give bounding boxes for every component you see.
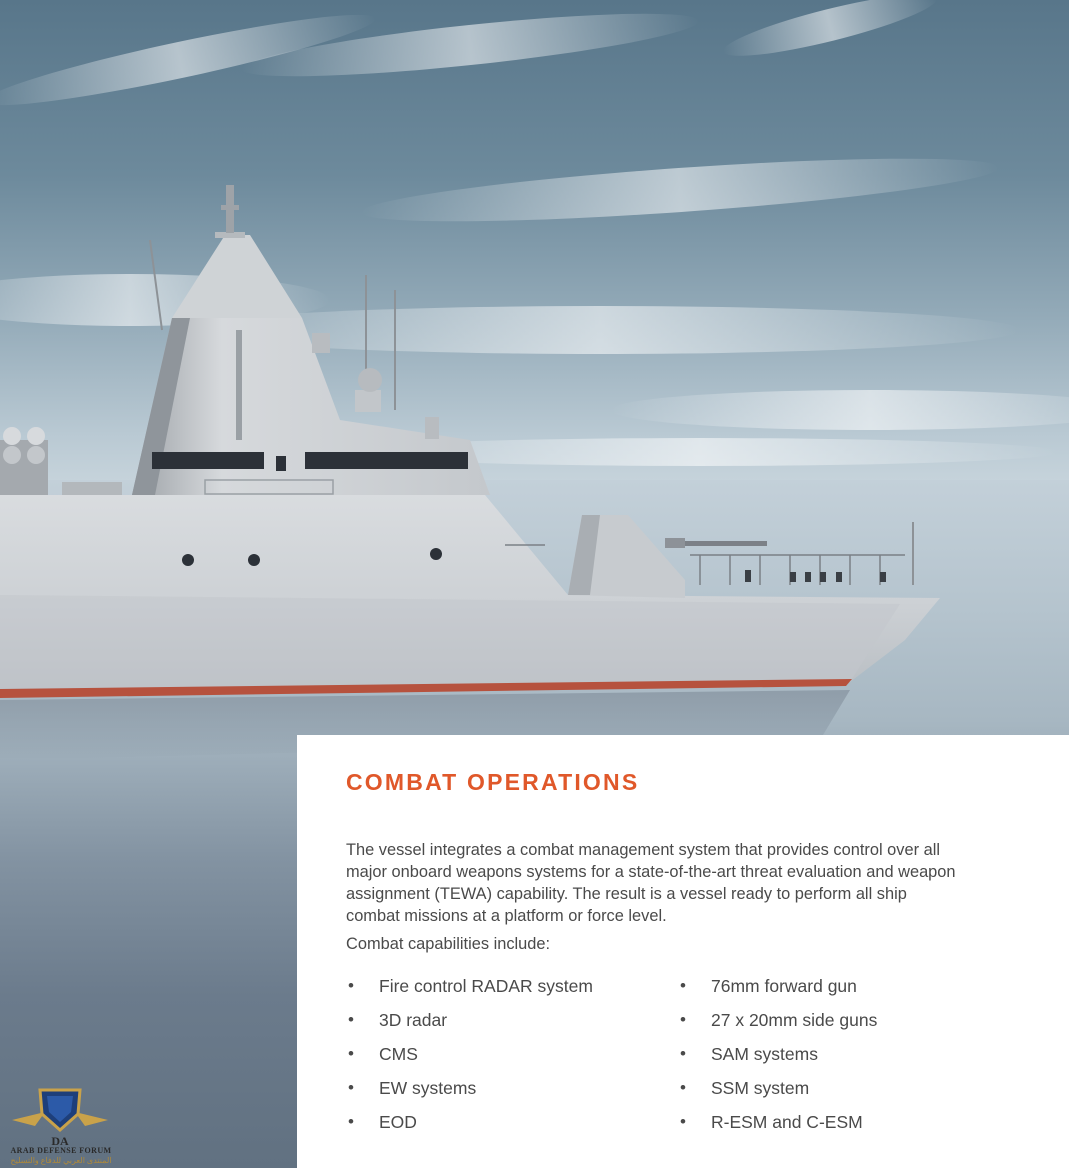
forward-gun xyxy=(568,515,767,598)
porthole xyxy=(248,554,260,566)
logo-monogram: DA xyxy=(51,1134,69,1148)
bridge-windows xyxy=(152,452,264,469)
list-item: • CMS xyxy=(346,1043,593,1077)
description-paragraph: The vessel integrates a combat management system that provides control over all major onboard weapons systems for a state-of-the-art threat evaluation and weapon assignment (TEWA) capability. The result is a vessel ready to perform all ship combat missions at a platform or force level. xyxy=(346,841,956,925)
deck-rail xyxy=(505,545,905,585)
list-item: • SSM system xyxy=(678,1077,877,1111)
list-item: • R-ESM and C-ESM xyxy=(678,1111,877,1145)
capabilities-list-left xyxy=(346,975,593,1145)
capabilities-intro: Combat capabilities include: xyxy=(346,935,551,953)
list-item: • Fire control RADAR system xyxy=(346,975,593,1009)
logo-name-arabic: المنتدى العربي للدفاع والتسليح xyxy=(10,1156,112,1165)
porthole xyxy=(182,554,194,566)
logo-name: ARAB DEFENSE FORUM xyxy=(10,1146,112,1155)
text-panel xyxy=(297,735,1069,1168)
list-item: • EOD xyxy=(346,1111,593,1145)
list-item: • 27 x 20mm side guns xyxy=(678,1009,877,1043)
capabilities-list-right xyxy=(678,975,877,1145)
porthole xyxy=(430,548,442,560)
missile-launchers xyxy=(0,427,122,496)
list-item: • EW systems xyxy=(346,1077,593,1111)
list-item: • SAM systems xyxy=(678,1043,877,1077)
list-item: • 76mm forward gun xyxy=(678,975,877,1009)
list-item: • 3D radar xyxy=(346,1009,593,1043)
section-heading: COMBAT OPERATIONS xyxy=(346,769,640,795)
